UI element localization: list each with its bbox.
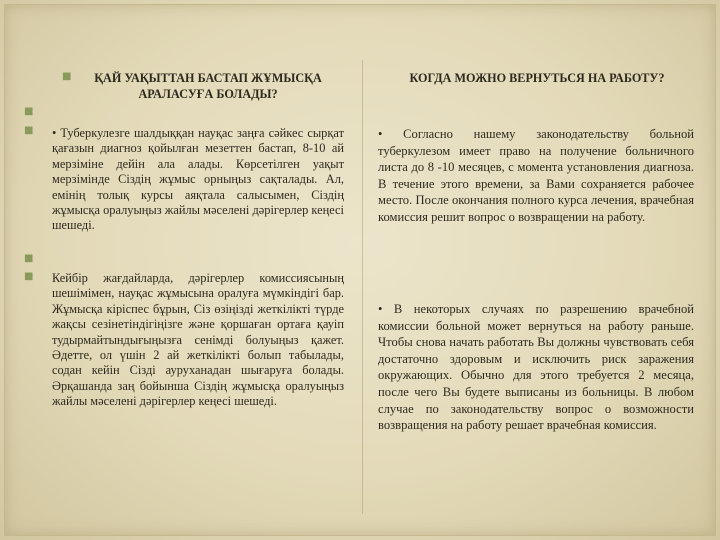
left-paragraph-2: Кейбір жағдайларда, дәрігерлер комиссиясының шешімімен, науқас жұмысына оралуға мүмкіндігі бар. Жұмысқа кіріспес бұрын, Сіз өзіңізді жеткілікті түрде жақсы сезінетіндігіңізге және қоршаған ортаға қауіп тудырмайтындығыңызға сенімді болуыңыз қажет. Әдетте, ол үшін 2 ай жеткілікті болып табылады, содан кейін Сізді ауруханадан шығаруға болады. Әрқашанда заң бойынша Сіздің жұмысқа оралуыңыз жайлы мәселені дәрігерлер кеңесі шешеді. [52, 271, 344, 409]
bullet-icon: ■ [24, 253, 34, 264]
bullet-icon: ■ [62, 71, 72, 82]
left-paragraph-1: • Туберкулезге шалдыққан науқас заңға сәйкес сырқат қағазын диагноз қойылған мезеттен бастап, 8-10 ай мерзіміне дейін ала алады. Көрсетілген уақыт мерзімінде Сіздің жұмыс орныңыз сақталады. Ал, емінің толық курсы аяқтала салысымен, Сіздің жұмысқа оралуыңыз жайлы мәселені дәрігерлер кеңесі шешеді. [52, 126, 344, 233]
column-divider [362, 60, 363, 514]
right-paragraph-2: • В некоторых случаях по разрешению врачебной комиссии больной может вернуться на работу раньше. Чтобы снова начать работать Вы должны чувствовать себя достаточно здоровым и исключить риск заражения окружающих. Обычно для этого требуется 2 месяца, после чего Вы будете выписаны из больницы. В любом случае по законодательству вопрос о возможности возвращения на работу решает врачебная комиссия. [378, 302, 694, 433]
right-paragraph-1: • Согласно нашему законодательству больной туберкулезом имеет право на получение больничного листа до 8 -10 месяцев, с момента установления диагноза. В течение этого времени, за Вами сохраняется рабочее место. После окончания полного курса лечения, врачебная комиссия решит вопрос о возвращении на работу. [378, 127, 694, 224]
left-column-title: ҚАЙ УАҚЫТТАН БАСТАП ЖҰМЫСҚА АРАЛАСУҒА БОЛАДЫ? [94, 71, 322, 101]
bullet-icon: ■ [24, 125, 34, 136]
bullet-icon: ■ [24, 271, 34, 282]
bullet-icon: ■ [24, 106, 34, 117]
right-column-title: КОГДА МОЖНО ВЕРНУТЬСЯ НА РАБОТУ? [409, 71, 665, 85]
